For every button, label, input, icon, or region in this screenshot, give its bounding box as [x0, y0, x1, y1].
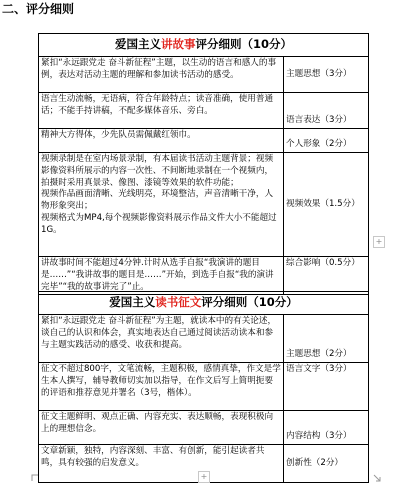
desc-line: 视频录制是在室内场景录制，有本届读书活动主题背景；视频影像资料所展示的内容一次性、不间断地录制在一个视频内，拍摄时采用真景录、像图、漆镜等效果的软件功能； [41, 154, 274, 188]
table-row [39, 153, 369, 257]
row-description: 紧扣“永远跟党走 奋斗新征程”主题，以生动的语言和感人的事例，表达对活动主题的理解和参加读书活动的感受。 [39, 57, 284, 93]
row-criterion: 综合影响（0.5分） [284, 257, 369, 295]
row-description [39, 153, 284, 257]
desc-line: 视频作品画面清晰、光线明亮，环境整洁，声音清晰干净，人物形象突出； [41, 189, 274, 212]
row-description: 文章新颖，独特，内容深刻、丰富、有创新，能引起读者共鸣，具有较强的启发意义。 [39, 445, 284, 483]
table-title-row [39, 34, 369, 57]
essay-rubric-table [38, 291, 369, 483]
row-criterion: 视频效果（1.5分） [284, 153, 369, 257]
table-row [39, 129, 369, 153]
row-criterion: 创新性（2分） [284, 445, 369, 483]
table-title-row [39, 292, 369, 315]
essay-rubric-title: 爱国主义读书征文评分细则（10分） [39, 292, 369, 315]
table-row [39, 315, 369, 363]
storytelling-rubric-table [38, 33, 369, 295]
row-criterion: 主题思想（3分） [284, 57, 369, 93]
title-highlight: 读书征文 [155, 295, 202, 310]
title-highlight: 讲故事 [161, 37, 196, 52]
section-title: 二、评分细则 [2, 2, 75, 16]
table-row [39, 93, 369, 129]
row-criterion: 个人形象（2分） [284, 129, 369, 153]
table-row [39, 411, 369, 445]
column-insert-handle[interactable]: + [198, 471, 210, 483]
row-description: 讲故事时间不能超过4分钟.计时从选手自报“我演讲的题目是……”“我讲故事的题目是……”开始，到选手自报“我的演讲完毕”“我的故事讲完了”止。 [39, 257, 284, 295]
table-row [39, 363, 369, 411]
table-row [39, 257, 369, 295]
row-criterion: 语言文字（3分） [284, 363, 369, 411]
row-criterion: 内容结构（3分） [284, 411, 369, 445]
row-insert-handle[interactable]: + [373, 236, 385, 248]
row-criterion: 主题思想（2分） [284, 315, 369, 363]
resize-handle-icon[interactable] [373, 474, 381, 482]
table-row [39, 57, 369, 93]
row-description: 紧扣“永远跟党走 奋斗新征程”为主题，就读本中的有关论述，谈自己的认识和体会，真实地表达自己通过阅读活动读本和参与主题实践活动的感受、收获和提高。 [39, 315, 284, 363]
row-description: 精神大方得体，少先队员需佩戴红领巾。 [39, 129, 284, 153]
corner-mark-icon [30, 473, 38, 481]
row-criterion: 语言表达（3分） [284, 93, 369, 129]
row-description: 语言生动流畅，无语病，符合年龄特点；读音准确，使用普通话；不能手持讲稿，不配多媒体音乐、旁白。 [39, 93, 284, 129]
desc-line: 视频格式为MP4,每个视频影像资料展示作品文件大小不能超过1G。 [41, 212, 277, 235]
row-description: 征文主题鲜明、观点正确、内容充实、表达顺畅，表现积极向上的理想信念。 [39, 411, 284, 445]
row-description: 征文不超过800字，文笔流畅，主题积极，感情真挚，作文是学生本人撰写，辅导教师切实加以指导，在作文后写上简明扼要的评语和推荐意见并署名（3号，楷体）。 [39, 363, 284, 411]
storytelling-rubric-title: 爱国主义讲故事评分细则（10分） [39, 34, 369, 57]
